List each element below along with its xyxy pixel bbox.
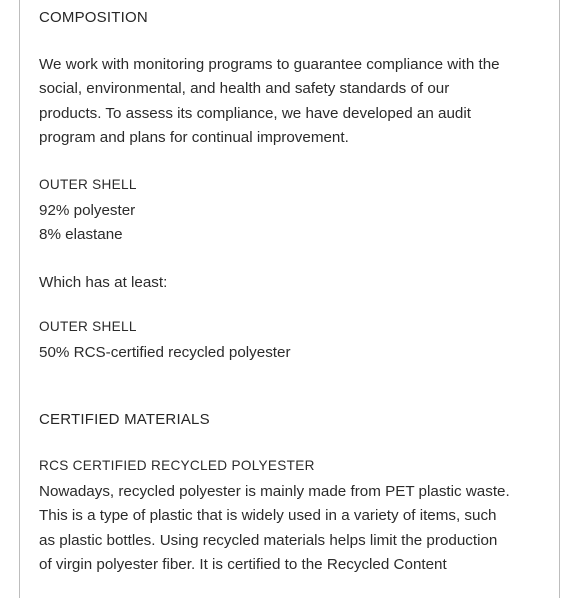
- paragraph-line: Nowadays, recycled polyester is mainly made from PET plastic waste.: [39, 483, 510, 500]
- paragraph-line: We work with monitoring programs to guarantee compliance with the: [39, 56, 500, 73]
- outer-shell-label: OUTER SHELL: [39, 177, 137, 192]
- paragraph-line: of virgin polyester fiber. It is certified to the Recycled Content: [39, 556, 447, 574]
- recycled-polyester-paragraph: [39, 480, 510, 578]
- outer-shell-label-2: OUTER SHELL: [39, 319, 137, 334]
- recycled-content-text: 50% RCS-certified recycled polyester: [39, 344, 291, 361]
- paragraph-line: products. To assess its compliance, we have developed an audit: [39, 104, 471, 122]
- material-item: 8% elastane: [39, 226, 123, 244]
- rcs-subheading: RCS CERTIFIED RECYCLED POLYESTER: [39, 458, 315, 473]
- paragraph-line: as plastic bottles. Using recycled materials helps limit the production: [39, 531, 498, 549]
- paragraph-line: This is a type of plastic that is widely used in a variety of items, such: [39, 507, 497, 525]
- which-has-at-least-text: Which has at least:: [39, 274, 168, 291]
- certified-materials-heading: CERTIFIED MATERIALS: [39, 411, 210, 428]
- paragraph-line: program and plans for continual improvement.: [39, 129, 349, 147]
- material-list: [39, 199, 135, 248]
- material-item: 92% polyester: [39, 202, 136, 219]
- compliance-paragraph: [39, 53, 500, 151]
- composition-heading: COMPOSITION: [39, 9, 148, 26]
- paragraph-line: social, environmental, and health and safety standards of our: [39, 80, 450, 98]
